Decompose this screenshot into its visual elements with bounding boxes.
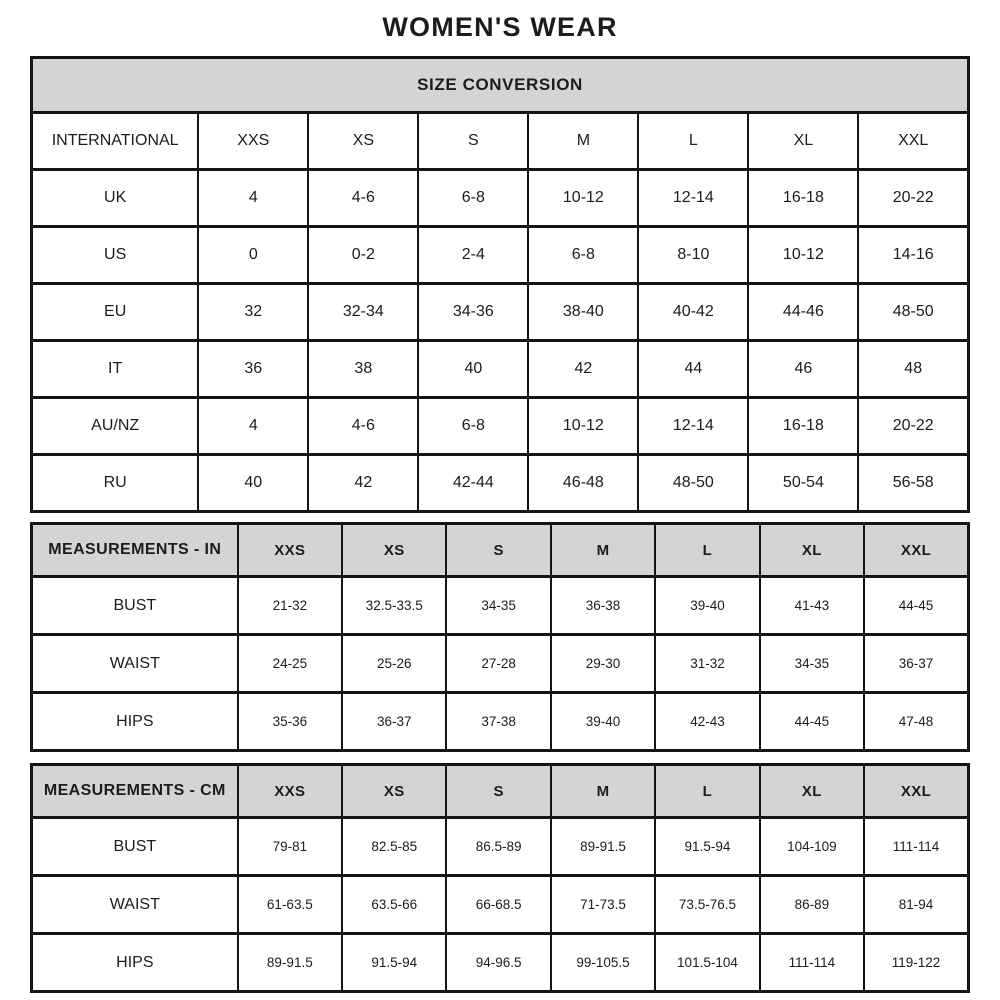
- table-cell: 73.5-76.5: [655, 876, 759, 934]
- row-label: US: [32, 227, 199, 284]
- row-label: BUST: [32, 818, 238, 876]
- table-cell: 4-6: [308, 170, 418, 227]
- row-label: HIPS: [32, 934, 238, 992]
- row-label: BUST: [32, 577, 238, 635]
- table-cell: 0-2: [308, 227, 418, 284]
- size-column-header: XS: [342, 765, 446, 818]
- table-row: [32, 818, 969, 876]
- table-cell: 40: [198, 455, 308, 512]
- table-cell: 82.5-85: [342, 818, 446, 876]
- table-row: [32, 284, 969, 341]
- table-cell: 10-12: [528, 170, 638, 227]
- table-cell: 4: [198, 170, 308, 227]
- size-column-header: S: [418, 113, 528, 170]
- row-label: HIPS: [32, 693, 238, 751]
- row-label: IT: [32, 341, 199, 398]
- table-header-row: [32, 113, 969, 170]
- table-cell: 111-114: [760, 934, 864, 992]
- table-cell: 36-37: [864, 635, 968, 693]
- table-row: [32, 227, 969, 284]
- row-label: RU: [32, 455, 199, 512]
- size-column-header: XS: [342, 524, 446, 577]
- row-label: WAIST: [32, 876, 238, 934]
- table-cell: 41-43: [760, 577, 864, 635]
- table-cell: 36-37: [342, 693, 446, 751]
- table-cell: 34-35: [760, 635, 864, 693]
- table-cell: 91.5-94: [342, 934, 446, 992]
- row-label: WAIST: [32, 635, 238, 693]
- size-column-header: XXS: [198, 113, 308, 170]
- table-cell: 40-42: [638, 284, 748, 341]
- table-cell: 39-40: [655, 577, 759, 635]
- table-cell: 111-114: [864, 818, 968, 876]
- table-row: [32, 398, 969, 455]
- table-header-row: [32, 765, 969, 818]
- table-cell: 46: [748, 341, 858, 398]
- table-cell: 48-50: [638, 455, 748, 512]
- table-cell: 86-89: [760, 876, 864, 934]
- table-cell: 66-68.5: [446, 876, 550, 934]
- table-cell: 21-32: [238, 577, 342, 635]
- table-cell: 14-16: [858, 227, 968, 284]
- table-cell: 31-32: [655, 635, 759, 693]
- size-column-header: XL: [760, 765, 864, 818]
- table-cell: 42: [528, 341, 638, 398]
- table-cell: 44: [638, 341, 748, 398]
- table-cell: 16-18: [748, 398, 858, 455]
- size-column-header: M: [551, 765, 655, 818]
- table-row: [32, 934, 969, 992]
- table-cell: 34-36: [418, 284, 528, 341]
- measurements-in-table: [30, 522, 970, 752]
- page-title: WOMEN'S WEAR: [382, 12, 618, 42]
- size-column-header: M: [528, 113, 638, 170]
- table-cell: 37-38: [446, 693, 550, 751]
- table-cell: 12-14: [638, 398, 748, 455]
- table-cell: 39-40: [551, 693, 655, 751]
- size-column-header: XXL: [864, 765, 968, 818]
- table-cell: 47-48: [864, 693, 968, 751]
- size-column-header: XS: [308, 113, 418, 170]
- table-cell: 2-4: [418, 227, 528, 284]
- table-cell: 91.5-94: [655, 818, 759, 876]
- table-cell: 99-105.5: [551, 934, 655, 992]
- table-cell: 44-45: [864, 577, 968, 635]
- row-label: AU/NZ: [32, 398, 199, 455]
- table-row: [32, 635, 969, 693]
- table-cell: 61-63.5: [238, 876, 342, 934]
- size-column-header: XXL: [864, 524, 968, 577]
- size-column-header: M: [551, 524, 655, 577]
- table-cell: 38: [308, 341, 418, 398]
- table-cell: 86.5-89: [446, 818, 550, 876]
- table-cell: 89-91.5: [551, 818, 655, 876]
- table-cell: 38-40: [528, 284, 638, 341]
- table-cell: 10-12: [528, 398, 638, 455]
- table-cell: 42-44: [418, 455, 528, 512]
- size-column-header: S: [446, 765, 550, 818]
- table-cell: 79-81: [238, 818, 342, 876]
- table-cell: 6-8: [418, 170, 528, 227]
- table-cell: 32-34: [308, 284, 418, 341]
- table-cell: 16-18: [748, 170, 858, 227]
- table-title: MEASUREMENTS - CM: [32, 765, 238, 818]
- table-cell: 50-54: [748, 455, 858, 512]
- size-column-header: L: [655, 765, 759, 818]
- size-column-header: XL: [748, 113, 858, 170]
- table-cell: 0: [198, 227, 308, 284]
- table-cell: 4: [198, 398, 308, 455]
- size-conversion-banner: SIZE CONVERSION: [32, 58, 969, 113]
- measurements-cm-table: [30, 763, 970, 993]
- table-cell: 32.5-33.5: [342, 577, 446, 635]
- size-conversion-table: [30, 56, 970, 513]
- size-column-header: L: [655, 524, 759, 577]
- table-cell: 6-8: [418, 398, 528, 455]
- table-cell: 20-22: [858, 398, 968, 455]
- table-header-row: [32, 524, 969, 577]
- table-title: MEASUREMENTS - IN: [32, 524, 238, 577]
- table-cell: 119-122: [864, 934, 968, 992]
- table-cell: 46-48: [528, 455, 638, 512]
- table-cell: 48-50: [858, 284, 968, 341]
- table-cell: 32: [198, 284, 308, 341]
- row-label: INTERNATIONAL: [32, 113, 199, 170]
- table-banner-row: [32, 58, 969, 113]
- table-cell: 48: [858, 341, 968, 398]
- table-row: [32, 693, 969, 751]
- table-cell: 6-8: [528, 227, 638, 284]
- table-cell: 36-38: [551, 577, 655, 635]
- table-row: [32, 455, 969, 512]
- size-column-header: L: [638, 113, 748, 170]
- table-cell: 101.5-104: [655, 934, 759, 992]
- table-cell: 8-10: [638, 227, 748, 284]
- table-row: [32, 341, 969, 398]
- table-cell: 44-46: [748, 284, 858, 341]
- table-row: [32, 170, 969, 227]
- size-column-header: XXS: [238, 524, 342, 577]
- table-cell: 94-96.5: [446, 934, 550, 992]
- table-cell: 71-73.5: [551, 876, 655, 934]
- table-cell: 56-58: [858, 455, 968, 512]
- table-cell: 104-109: [760, 818, 864, 876]
- table-cell: 63.5-66: [342, 876, 446, 934]
- table-cell: 42: [308, 455, 418, 512]
- table-cell: 40: [418, 341, 528, 398]
- table-cell: 42-43: [655, 693, 759, 751]
- size-column-header: S: [446, 524, 550, 577]
- size-column-header: XXS: [238, 765, 342, 818]
- table-cell: 81-94: [864, 876, 968, 934]
- table-cell: 25-26: [342, 635, 446, 693]
- table-row: [32, 577, 969, 635]
- size-column-header: XL: [760, 524, 864, 577]
- table-cell: 29-30: [551, 635, 655, 693]
- table-cell: 44-45: [760, 693, 864, 751]
- table-cell: 35-36: [238, 693, 342, 751]
- table-cell: 4-6: [308, 398, 418, 455]
- table-cell: 34-35: [446, 577, 550, 635]
- row-label: UK: [32, 170, 199, 227]
- table-cell: 24-25: [238, 635, 342, 693]
- table-cell: 20-22: [858, 170, 968, 227]
- table-row: [32, 876, 969, 934]
- table-cell: 36: [198, 341, 308, 398]
- row-label: EU: [32, 284, 199, 341]
- size-column-header: XXL: [858, 113, 968, 170]
- table-cell: 27-28: [446, 635, 550, 693]
- table-cell: 89-91.5: [238, 934, 342, 992]
- table-cell: 10-12: [748, 227, 858, 284]
- table-cell: 12-14: [638, 170, 748, 227]
